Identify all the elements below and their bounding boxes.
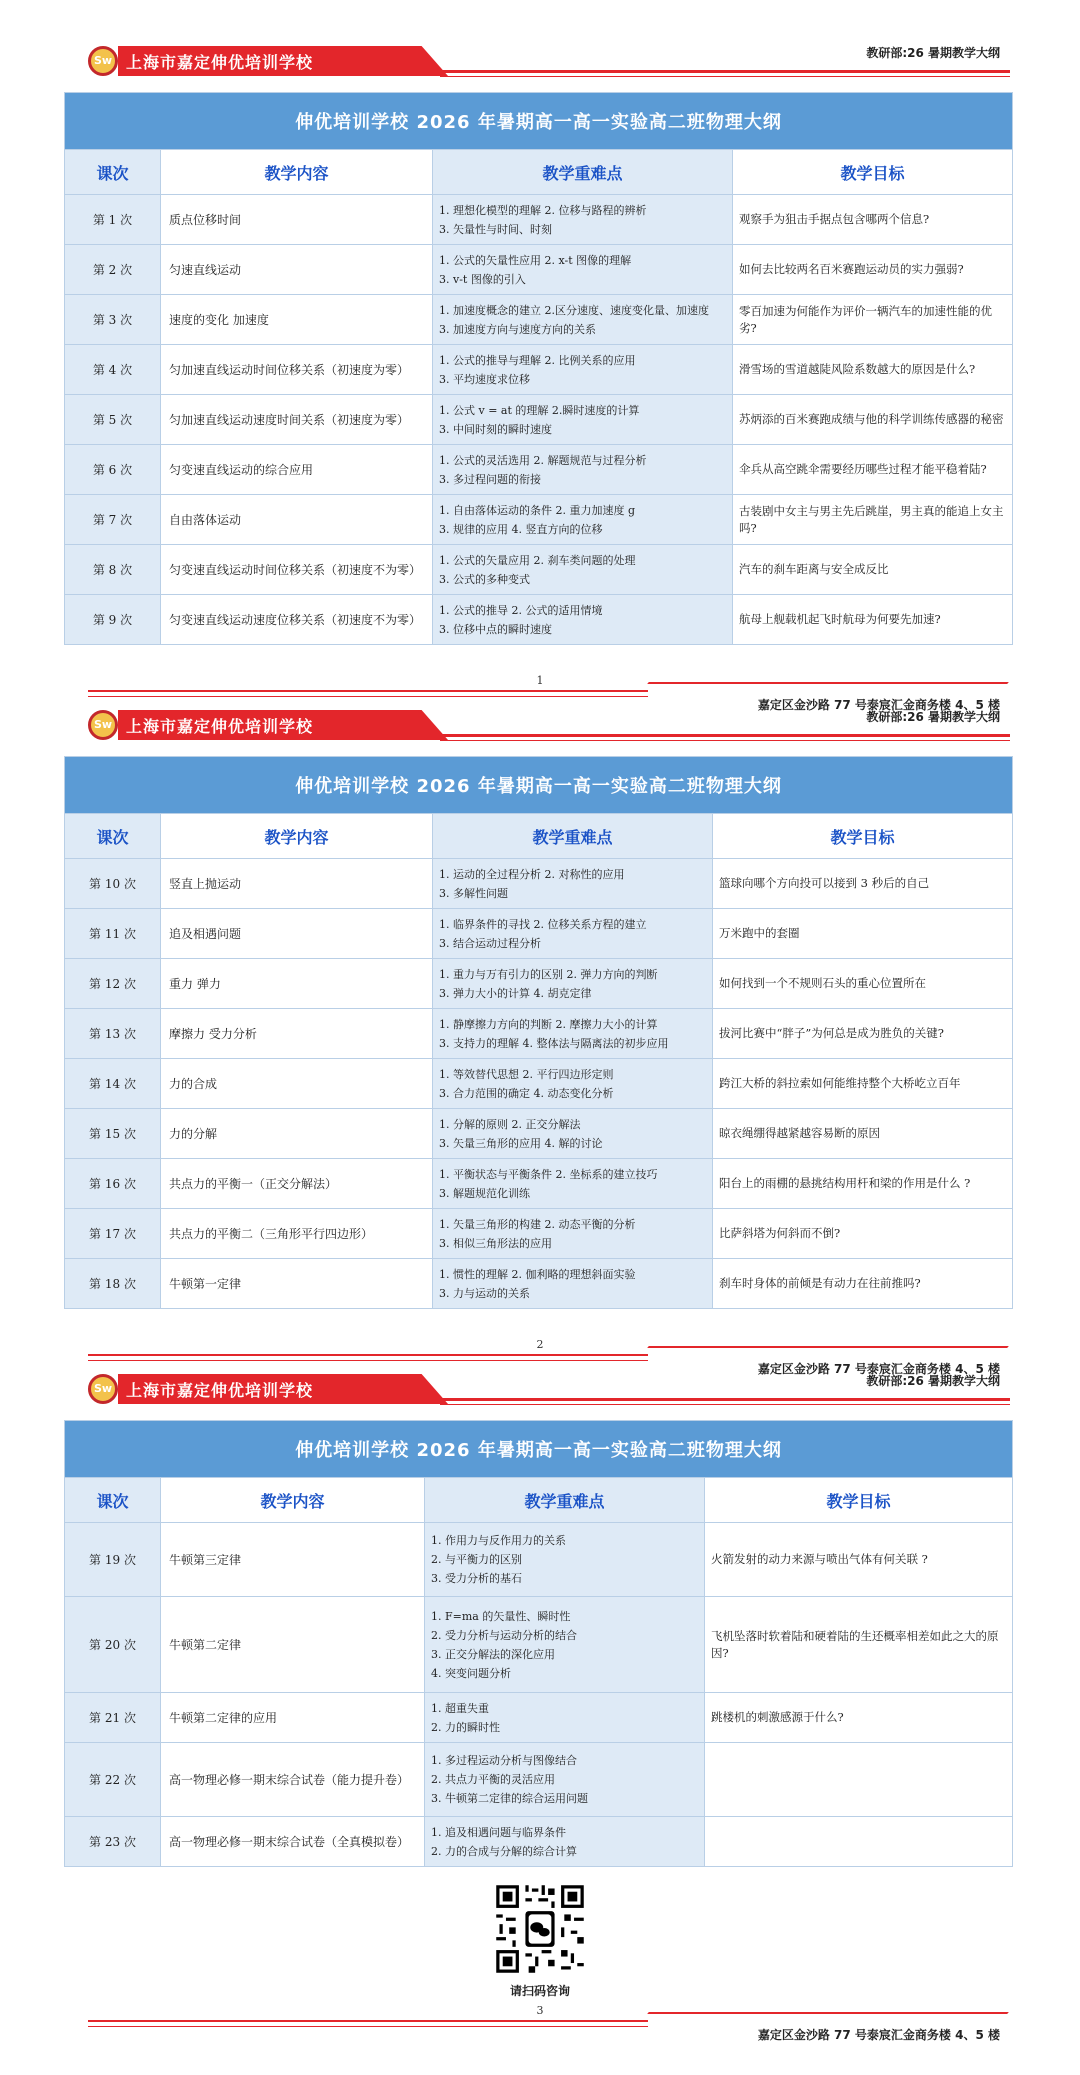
goal-cell: 跨江大桥的斜拉索如何能维持整个大桥屹立百年 [713,1059,1013,1109]
footer-address: 嘉定区金沙路 77 号泰宸汇金商务楼 4、5 楼 [757,698,1000,712]
footer-address: 嘉定区金沙路 77 号泰宸汇金商务楼 4、5 楼 [757,1362,1000,1376]
point-line: 1. F=ma 的矢量性、瞬时性 [431,1609,571,1623]
points-cell [433,859,713,909]
goal-cell: 如何去比较两名百米赛跑运动员的实力强弱? [733,245,1013,295]
goal-cell: 阳台上的雨棚的悬挑结构用杆和梁的作用是什么 ? [713,1159,1013,1209]
content-cell: 匀加速直线运动时间位移关系（初速度为零） [161,345,433,395]
col-lesson: 课次 [65,150,161,195]
table-row [65,1159,1013,1209]
goal-cell: 跳楼机的刺激感源于什么? [705,1693,1013,1743]
content-cell: 自由落体运动 [161,495,433,545]
lesson-cell: 第 15 次 [65,1109,161,1159]
table-row [65,1743,1013,1817]
footer-address: 嘉定区金沙路 77 号泰宸汇金商务楼 4、5 楼 [757,2028,1000,2042]
points-cell [433,445,733,495]
dept-label: 教研部:26 暑期教学大纲 [866,1374,1000,1388]
content-cell: 高一物理必修一期末综合试卷（全真模拟卷） [161,1817,425,1867]
lesson-cell: 第 5 次 [65,395,161,445]
qr-code[interactable] [493,1882,587,1980]
point-line: 1. 加速度概念的建立 2.区分速度、速度变化量、加速度 [439,303,709,317]
lesson-cell: 第 13 次 [65,1009,161,1059]
col-lesson: 课次 [65,1478,161,1523]
page-header [0,40,1080,86]
content-cell: 牛顿第二定律的应用 [161,1693,425,1743]
point-line: 1. 静摩擦力方向的判断 2. 摩擦力大小的计算 [439,1017,658,1031]
lesson-cell: 第 22 次 [65,1743,161,1817]
point-line: 1. 理想化模型的理解 2. 位移与路程的辨析 [439,203,647,217]
content-cell: 共点力的平衡二（三角形平行四边形） [161,1209,433,1259]
col-content: 教学内容 [161,150,433,195]
points-cell [425,1693,705,1743]
table-row [65,595,1013,645]
qr-code-icon [493,1882,587,1976]
point-line: 3. 多过程问题的衔接 [439,472,541,486]
outline-table-3 [64,1420,1013,1867]
school-name: 上海市嘉定伸优培训学校 [126,53,314,72]
point-line: 2. 共点力平衡的灵活应用 [431,1773,555,1786]
table-row [65,959,1013,1009]
points-cell [433,1109,713,1159]
point-line: 2. 受力分析与运动分析的结合 [431,1628,577,1642]
goal-cell: 汽车的刹车距离与安全成反比 [733,545,1013,595]
lesson-cell: 第 17 次 [65,1209,161,1259]
content-cell: 匀变速直线运动速度位移关系（初速度不为零） [161,595,433,645]
point-line: 1. 公式的矢量应用 2. 刹车类问题的处理 [439,553,636,567]
lesson-cell: 第 12 次 [65,959,161,1009]
col-points: 教学重难点 [433,814,713,859]
content-cell: 共点力的平衡一（正交分解法） [161,1159,433,1209]
page-number: 2 [536,1338,544,1351]
content-cell: 竖直上抛运动 [161,859,433,909]
table-row [65,1009,1013,1059]
point-line: 3. 牛顿第二定律的综合运用问题 [431,1792,588,1805]
point-line: 3. 中间时刻的瞬时速度 [439,422,552,436]
point-line: 3. v-t 图像的引入 [439,272,526,286]
goal-cell: 滑雪场的雪道越陡风险系数越大的原因是什么? [733,345,1013,395]
point-line: 3. 矢量三角形的应用 4. 解的讨论 [439,1136,603,1150]
point-line: 1. 追及相遇问题与临界条件 [431,1825,566,1839]
page-number: 3 [536,2004,544,2017]
point-line: 1. 重力与万有引力的区别 2. 弹力方向的判断 [439,967,658,981]
table-body [65,859,1013,1309]
point-line: 1. 公式的推导与理解 2. 比例关系的应用 [439,353,636,367]
content-cell: 质点位移时间 [161,195,433,245]
point-line: 1. 公式的矢量性应用 2. x-t 图像的理解 [439,253,632,267]
goal-cell: 刹车时身体的前倾是有动力在往前推吗? [713,1259,1013,1309]
goal-cell: 篮球向哪个方向投可以接到 3 秒后的自己 [713,859,1013,909]
lesson-cell: 第 6 次 [65,445,161,495]
point-line: 3. 位移中点的瞬时速度 [439,622,552,636]
points-cell [433,195,733,245]
points-cell [433,595,733,645]
points-cell [425,1597,705,1693]
goal-cell: 航母上舰载机起飞时航母为何要先加速? [733,595,1013,645]
page-header [0,1368,1080,1414]
points-cell [433,245,733,295]
content-cell: 追及相遇问题 [161,909,433,959]
point-line: 1. 临界条件的寻找 2. 位移关系方程的建立 [439,917,647,931]
school-name: 上海市嘉定伸优培训学校 [126,717,314,736]
content-cell: 力的分解 [161,1109,433,1159]
point-line: 1. 公式的灵活选用 2. 解题规范与过程分析 [439,453,647,467]
point-line: 3. 加速度方向与速度方向的关系 [439,322,596,336]
point-line: 3. 支持力的理解 4. 整体法与隔离法的初步应用 [439,1036,669,1050]
point-line: 2. 力的合成与分解的综合计算 [431,1844,577,1858]
points-cell [433,545,733,595]
dept-label: 教研部:26 暑期教学大纲 [866,710,1000,724]
points-cell [433,295,733,345]
point-line: 3. 弹力大小的计算 4. 胡克定律 [439,986,592,1000]
points-cell [433,1159,713,1209]
point-line: 1. 超重失重 [431,1701,489,1715]
point-line: 1. 公式 v = at 的理解 2.瞬时速度的计算 [439,403,640,417]
points-cell [433,1259,713,1309]
table-title: 伸优培训学校 2026 年暑期高一高一实验高二班物理大纲 [65,93,1013,150]
goal-cell [705,1743,1013,1817]
lesson-cell: 第 16 次 [65,1159,161,1209]
goal-cell: 如何找到一个不规则石头的重心位置所在 [713,959,1013,1009]
table-row [65,295,1013,345]
lesson-cell: 第 8 次 [65,545,161,595]
outline-table-2 [64,756,1013,1309]
lesson-cell: 第 7 次 [65,495,161,545]
table-row [65,345,1013,395]
point-line: 1. 平衡状态与平衡条件 2. 坐标系的建立技巧 [439,1167,658,1181]
point-line: 1. 惯性的理解 2. 伽利略的理想斜面实验 [439,1267,636,1281]
table-row [65,1817,1013,1867]
point-line: 1. 多过程运动分析与图像结合 [431,1754,577,1767]
goal-cell: 伞兵从高空跳伞需要经历哪些过程才能平稳着陆? [733,445,1013,495]
lesson-cell: 第 14 次 [65,1059,161,1109]
points-cell [425,1743,705,1817]
goal-cell: 万米跑中的套圈 [713,909,1013,959]
lesson-cell: 第 2 次 [65,245,161,295]
table-row [65,1109,1013,1159]
points-cell [425,1817,705,1867]
col-points: 教学重难点 [425,1478,705,1523]
points-cell [433,1059,713,1109]
points-cell [433,345,733,395]
table-row [65,1523,1013,1597]
school-logo-icon: Sw [88,46,118,76]
point-line: 3. 结合运动过程分析 [439,936,541,950]
point-line: 2. 力的瞬时性 [431,1720,500,1734]
point-line: 1. 等效替代思想 2. 平行四边形定则 [439,1067,614,1081]
content-cell: 匀速直线运动 [161,245,433,295]
page-1 [0,40,1080,86]
table-row [65,1059,1013,1109]
col-points: 教学重难点 [433,150,733,195]
goal-cell: 比萨斜塔为何斜而不倒? [713,1209,1013,1259]
lesson-cell: 第 21 次 [65,1693,161,1743]
point-line: 4. 突变问题分析 [431,1666,511,1680]
point-line: 3. 公式的多种变式 [439,572,530,586]
table-row [65,859,1013,909]
outline-table-1 [64,92,1013,645]
content-cell: 牛顿第二定律 [161,1597,425,1693]
lesson-cell: 第 23 次 [65,1817,161,1867]
page-2 [0,704,1080,750]
point-line: 1. 公式的推导 2. 公式的适用情境 [439,603,603,617]
content-cell: 高一物理必修一期末综合试卷（能力提升卷） [161,1743,425,1817]
lesson-cell: 第 3 次 [65,295,161,345]
points-cell [433,395,733,445]
table-row [65,195,1013,245]
lesson-cell: 第 19 次 [65,1523,161,1597]
content-cell: 重力 弹力 [161,959,433,1009]
point-line: 3. 正交分解法的深化应用 [431,1647,555,1661]
lesson-cell: 第 11 次 [65,909,161,959]
lesson-cell: 第 20 次 [65,1597,161,1693]
table-row [65,395,1013,445]
points-cell [433,909,713,959]
point-line: 1. 运动的全过程分析 2. 对称性的应用 [439,867,625,881]
goal-cell [705,1817,1013,1867]
table-row [65,445,1013,495]
point-line: 1. 分解的原则 2. 正交分解法 [439,1117,581,1131]
point-line: 3. 受力分析的基石 [431,1572,522,1585]
dept-label: 教研部:26 暑期教学大纲 [866,46,1000,60]
school-name: 上海市嘉定伸优培训学校 [126,1381,314,1400]
table-row [65,1259,1013,1309]
goal-cell: 古装剧中女主与男主先后跳崖，男主真的能追上女主吗? [733,495,1013,545]
goal-cell: 飞机坠落时软着陆和硬着陆的生还概率相差如此之大的原因? [705,1597,1013,1693]
lesson-cell: 第 18 次 [65,1259,161,1309]
table-row [65,1597,1013,1693]
point-line: 3. 矢量性与时间、时刻 [439,222,552,236]
table-row [65,545,1013,595]
point-line: 3. 解题规范化训练 [439,1186,530,1200]
point-line: 1. 矢量三角形的构建 2. 动态平衡的分析 [439,1217,636,1231]
point-line: 1. 作用力与反作用力的关系 [431,1534,566,1547]
lesson-cell: 第 10 次 [65,859,161,909]
lesson-cell: 第 1 次 [65,195,161,245]
points-cell [433,495,733,545]
goal-cell: 苏炳添的百米赛跑成绩与他的科学训练传感器的秘密 [733,395,1013,445]
col-goal: 教学目标 [705,1478,1013,1523]
school-logo-icon: Sw [88,1374,118,1404]
page-3 [0,1368,1080,1414]
table-body [65,1523,1013,1867]
school-logo-icon: Sw [88,710,118,740]
table-row [65,909,1013,959]
qr-caption: 请扫码咨询 [509,1984,570,1998]
content-cell: 摩擦力 受力分析 [161,1009,433,1059]
content-cell: 牛顿第一定律 [161,1259,433,1309]
page-header [0,704,1080,750]
col-content: 教学内容 [161,814,433,859]
col-lesson: 课次 [65,814,161,859]
point-line: 3. 相似三角形法的应用 [439,1236,552,1250]
points-cell [433,1009,713,1059]
content-cell: 力的合成 [161,1059,433,1109]
point-line: 3. 合力范围的确定 4. 动态变化分析 [439,1086,614,1100]
col-goal: 教学目标 [733,150,1013,195]
points-cell [425,1523,705,1597]
point-line: 3. 平均速度求位移 [439,372,530,386]
point-line: 3. 多解性问题 [439,886,508,900]
point-line: 2. 与平衡力的区别 [431,1553,522,1566]
goal-cell: 晾衣绳绷得越紧越容易断的原因 [713,1109,1013,1159]
content-cell: 匀加速直线运动速度时间关系（初速度为零） [161,395,433,445]
table-row [65,1209,1013,1259]
col-goal: 教学目标 [713,814,1013,859]
page-number: 1 [536,674,544,687]
table-body [65,195,1013,645]
col-content: 教学内容 [161,1478,425,1523]
page-footer [0,2004,1080,2048]
points-cell [433,1209,713,1259]
point-line: 1. 自由落体运动的条件 2. 重力加速度 g [439,503,636,517]
table-title: 伸优培训学校 2026 年暑期高一高一实验高二班物理大纲 [65,757,1013,814]
table-row [65,495,1013,545]
goal-cell: 零百加速为何能作为评价一辆汽车的加速性能的优劣? [733,295,1013,345]
content-cell: 匀变速直线运动的综合应用 [161,445,433,495]
goal-cell: 拔河比赛中“胖子”为何总是成为胜负的关键? [713,1009,1013,1059]
table-title: 伸优培训学校 2026 年暑期高一高一实验高二班物理大纲 [65,1421,1013,1478]
lesson-cell: 第 4 次 [65,345,161,395]
lesson-cell: 第 9 次 [65,595,161,645]
point-line: 3. 力与运动的关系 [439,1286,530,1300]
content-cell: 速度的变化 加速度 [161,295,433,345]
points-cell [433,959,713,1009]
content-cell: 匀变速直线运动时间位移关系（初速度不为零） [161,545,433,595]
table-row [65,1693,1013,1743]
content-cell: 牛顿第三定律 [161,1523,425,1597]
goal-cell: 观察手为狙击手据点包含哪两个信息? [733,195,1013,245]
goal-cell: 火箭发射的动力来源与喷出气体有何关联 ? [705,1523,1013,1597]
table-row [65,245,1013,295]
point-line: 3. 规律的应用 4. 竖直方向的位移 [439,522,603,536]
